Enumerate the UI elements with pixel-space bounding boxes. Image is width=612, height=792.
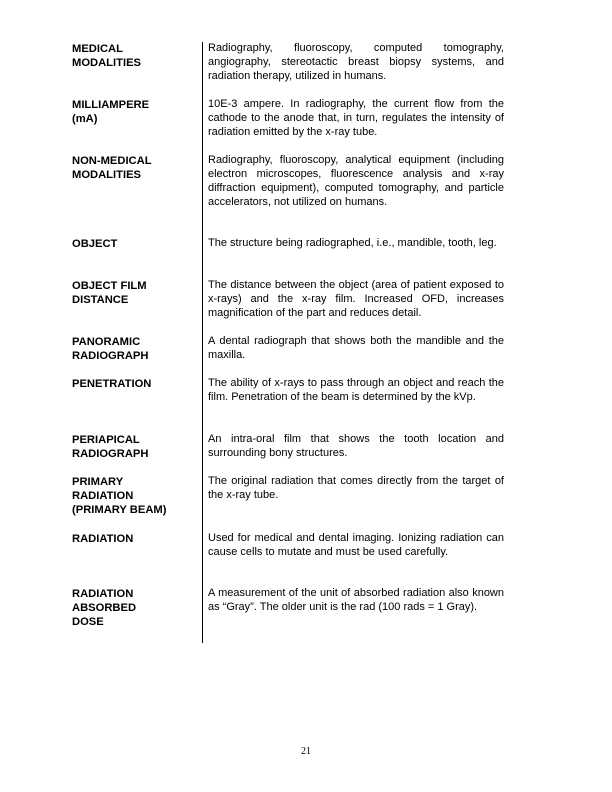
column-divider bbox=[202, 42, 203, 643]
glossary-definition: 10E-3 ampere. In radiography, the current flow from the cathode to the anode that, in turn, regulates the intensity of radiation emitted by the x-ray tube. bbox=[208, 98, 504, 138]
page-number: 21 bbox=[301, 746, 311, 757]
glossary-term: OBJECT FILM DISTANCE bbox=[72, 280, 147, 307]
glossary-definition: Used for medical and dental imaging. Ionizing radiation can cause cells to mutate and must be used carefully. bbox=[208, 532, 504, 558]
glossary-definition: A measurement of the unit of absorbed radiation also known as “Gray”. The older unit is the rad (100 rads = 1 Gray). bbox=[208, 587, 504, 613]
glossary-term: RADIATION ABSORBED DOSE bbox=[72, 588, 137, 629]
glossary-definition: A dental radiograph that shows both the mandible and the maxilla. bbox=[208, 335, 504, 361]
glossary-definition: The original radiation that comes directly from the target of the x-ray tube. bbox=[208, 475, 504, 501]
glossary-definition: Radiography, fluoroscopy, analytical equipment (including electron microscopes, fluorescence analysis and x-ray diffraction equipment), computed tomography, and particle accelerators, not utilized on humans. bbox=[208, 154, 504, 208]
glossary-term: PRIMARY RADIATION (PRIMARY BEAM) bbox=[72, 476, 167, 517]
glossary-definition: The distance between the object (area of patient exposed to x-rays) and the x-ray film. Increased OFD, increases magnification of the part and reduces detail. bbox=[208, 279, 504, 319]
glossary-term: RADIATION bbox=[72, 533, 134, 545]
glossary-term: PERIAPICAL RADIOGRAPH bbox=[72, 434, 149, 461]
glossary-term: NON-MEDICAL MODALITIES bbox=[72, 155, 152, 182]
glossary-definition: The ability of x-rays to pass through an object and reach the film. Penetration of the beam is determined by the kVp. bbox=[208, 377, 504, 403]
glossary-term: OBJECT bbox=[72, 238, 118, 250]
glossary-definition: An intra-oral film that shows the tooth location and surrounding bony structures. bbox=[208, 433, 504, 459]
glossary-term: PANORAMIC RADIOGRAPH bbox=[72, 336, 149, 363]
glossary-definition: The structure being radiographed, i.e., mandible, tooth, leg. bbox=[208, 237, 497, 249]
glossary-definition: Radiography, fluoroscopy, computed tomography, angiography, stereotactic breast biopsy systems, and radiation therapy, utilized in humans. bbox=[208, 42, 504, 82]
glossary-term: MILLIAMPERE (mA) bbox=[72, 99, 150, 126]
glossary-term: MEDICAL MODALITIES bbox=[72, 43, 141, 70]
glossary-term: PENETRATION bbox=[72, 378, 152, 390]
